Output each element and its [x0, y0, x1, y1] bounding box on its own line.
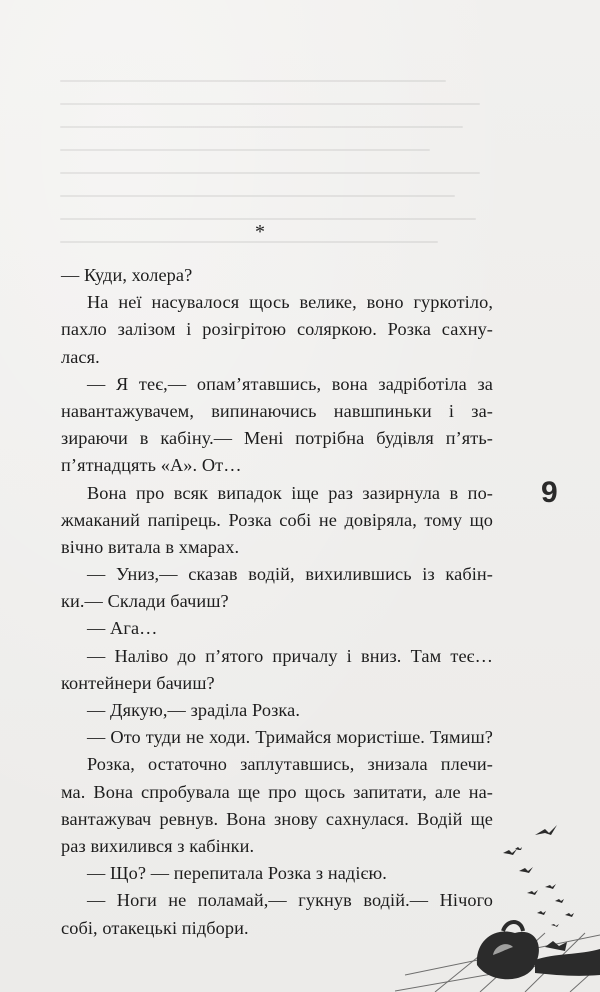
text-line: — Що? — перепитала Розка з надією. [87, 863, 387, 884]
text-line: — Я теє,— опам’ятавшись, вона задріботіла за [87, 373, 493, 394]
text-line: ма. Вона спробувала ще про щось запитати, але на- [61, 781, 493, 802]
text-line: — Дякую,— зраділа Розка. [87, 700, 300, 720]
text-line: — Ага… [87, 618, 158, 639]
text-line: — Наліво до п’ятого причалу і вниз. Там теє… [87, 645, 493, 666]
text-line: жмаканий папірець. Розка собі не довіряла, тому що [61, 509, 493, 530]
bleed-through-texture [60, 80, 480, 280]
text-line: навантажувачем, випинаючись навшпиньки і за- [61, 400, 493, 421]
text-line: — Ноги не поламай,— гукнув водій.— Нічого [87, 890, 493, 911]
text-line: На неї насувалося щось велике, воно гуркотіло, [87, 292, 493, 313]
seagulls-and-bag-illustration [395, 815, 600, 992]
text-line: вантажувач ревнув. Вона знову сахнулася. Водій ще [61, 808, 493, 829]
text-line: пахло залізом і розігрітою соляркою. Розка сахну- [61, 319, 493, 340]
text-line: — Ото туди не ходи. Тримайся мористіше. Тямиш? [87, 727, 493, 748]
seagull-icon [503, 825, 574, 927]
text-line: раз вихилився з кабінки. [61, 835, 255, 856]
section-separator: * [255, 221, 265, 243]
text-line: ки.— Склади бачиш? [61, 591, 229, 612]
text-line: Вона про всяк випадок іще раз зазирнула в по- [87, 482, 493, 503]
text-line: собі, отакецькі підбори. [61, 917, 249, 938]
text-line: зираючи в кабіну.— Мені потрібна будівля п’ять- [61, 428, 493, 449]
text-line: контейнери бачиш? [61, 672, 215, 693]
text-line: Розка, остаточно заплутавшись, знизала плечи- [87, 754, 493, 775]
text-line: — Униз,— сказав водій, вихилившись із кабін- [87, 564, 493, 585]
text-line: вічно витала в хмарах. [61, 536, 240, 557]
text-line: — Куди, холера? [61, 265, 193, 285]
text-line: лася. [61, 346, 100, 367]
page-number: 9 [541, 476, 558, 509]
text-line: п’ятнадцять «А». От… [61, 455, 242, 476]
